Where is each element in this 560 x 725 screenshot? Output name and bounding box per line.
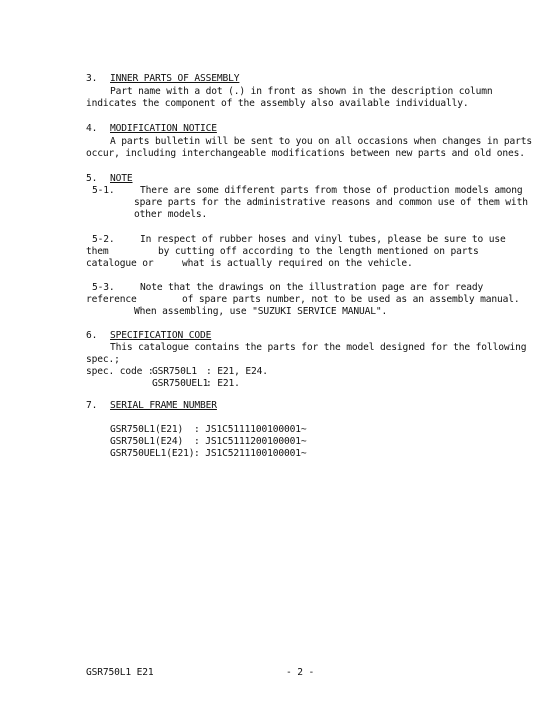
- section-6-number: 6.: [86, 330, 98, 341]
- note-5-3-line-3: When assembling, use "SUZUKI SERVICE MANUAL".: [134, 306, 388, 317]
- note-5-2-line-3: what is actually required on the vehicle.: [182, 258, 413, 269]
- section-7-number: 7.: [86, 400, 98, 411]
- spec-model-2: GSR750UEL1: [152, 378, 209, 389]
- note-5-2-number: 5-2.: [92, 234, 115, 245]
- section-3-line-1: Part name with a dot (.) in front as shown in the description column: [110, 86, 493, 97]
- note-5-1-number: 5-1.: [92, 185, 115, 196]
- note-5-2-lead-2: catalogue or: [86, 258, 154, 269]
- note-5-2-line-1: In respect of rubber hoses and vinyl tubes, please be sure to use: [140, 234, 506, 245]
- note-5-2-lead-1: them: [86, 246, 109, 257]
- section-6-heading: SPECIFICATION CODE: [110, 330, 212, 341]
- section-6-line-1: This catalogue contains the parts for the model designed for the following: [110, 342, 527, 353]
- section-3-number: 3.: [86, 73, 98, 84]
- spec-codes-2: : E21.: [206, 378, 240, 389]
- note-5-3-line-1: Note that the drawings on the illustration page are for ready: [140, 282, 484, 293]
- note-5-3-line-2: of spare parts number, not to be used as an assembly manual.: [182, 294, 520, 305]
- serial-number-2: : JS1C5111200100001~: [194, 436, 307, 447]
- spec-codes-1: : E21, E24.: [206, 366, 268, 377]
- note-5-1-line-1: There are some different parts from those of production models among: [140, 185, 523, 196]
- serial-number-3: : JS1C5211100100001~: [194, 448, 307, 459]
- section-4-line-1: A parts bulletin will be sent to you on all occasions when changes in parts: [110, 136, 532, 147]
- section-5-heading: NOTE: [110, 173, 133, 184]
- section-3-line-2: indicates the component of the assembly also available individually.: [86, 98, 469, 109]
- spec-code-label: spec. code :: [86, 366, 154, 377]
- section-4-number: 4.: [86, 123, 98, 134]
- section-5-number: 5.: [86, 173, 98, 184]
- note-5-1-line-3: other models.: [134, 209, 208, 220]
- section-4-heading: MODIFICATION NOTICE: [110, 123, 217, 134]
- note-5-1-line-2: spare parts for the administrative reasons and common use of them with: [134, 197, 528, 208]
- footer-model: GSR750L1 E21: [86, 667, 154, 678]
- note-5-3-lead-1: reference: [86, 294, 137, 305]
- section-3-heading: INNER PARTS OF ASSEMBLY: [110, 73, 240, 84]
- spec-model-1: GSR750L1: [152, 366, 198, 377]
- serial-model-3: GSR750UEL1(E21): [110, 448, 195, 459]
- footer-page-number: - 2 -: [286, 667, 315, 678]
- section-4-line-2: occur, including interchangeable modifications between new parts and old ones.: [86, 148, 525, 159]
- note-5-3-number: 5-3.: [92, 282, 115, 293]
- serial-number-1: : JS1C5111100100001~: [194, 424, 307, 435]
- note-5-2-line-2: by cutting off according to the length mentioned on parts: [158, 246, 479, 257]
- serial-model-1: GSR750L1(E21): [110, 424, 184, 435]
- section-6-line-2: spec.;: [86, 354, 120, 365]
- section-7-heading: SERIAL FRAME NUMBER: [110, 400, 217, 411]
- serial-model-2: GSR750L1(E24): [110, 436, 184, 447]
